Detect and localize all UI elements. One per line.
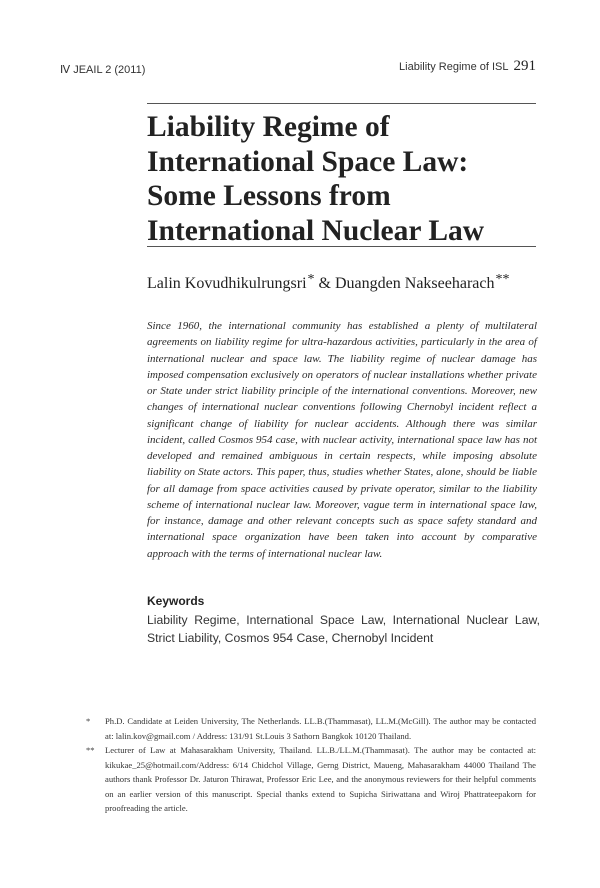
author-2-name: Duangden Nakseeharach	[335, 275, 495, 292]
footnote-mark: *	[86, 716, 91, 726]
running-header	[399, 58, 536, 75]
author-conjunction: &	[318, 275, 331, 292]
page-number: 291	[513, 58, 536, 74]
footnote-text: Lecturer of Law at Mahasarakham University, Thailand. LL.B./LL.M.(Thammasat). The author may be contacted at: kikukae_25@hotmail.com/Address: 6/14 Chidchol Village, Gerng District, Maueng, Mahasarakham 44000 Thailand The authors thank Professor Dr. Jaturon Thirawat, Professor Eric Lee, and the anonymous reviewers for their helpful comments on an earlier version of this manuscript. Special thanks extend to Supicha Siriwattana and Wiroj Phattrateepakorn for proofreading the article.	[105, 745, 536, 813]
author-1-name: Lalin Kovudhikulrungsri	[147, 275, 307, 292]
article-title: Liability Regime of International Space Law: Some Lessons from International Nuclear Law	[147, 111, 485, 247]
author-line	[147, 272, 539, 293]
footnote-mark: **	[86, 745, 95, 755]
keywords-heading: Keywords	[147, 594, 205, 608]
title-bottom-rule	[147, 246, 536, 247]
abstract: Since 1960, the international community has established a plenty of multilateral agreements on liability regime for ultra-hazardous activities, particularly in the area of international nuclear and space law. The liability regime of nuclear damage has imposed compensation exclusively on operators of nuclear installations whether private or State under strict liability principle of the international conventions. Moreover, new changes of international nuclear conventions following Chernobyl incident reflect a significant change of liability for nuclear accidents. Although there was similar incident, called Cosmos 954 case, with nuclear activity, international space law has not developed and remained ambiguous in certain respects, while imposing absolute liability on State actors. This paper, thus, studies whether States, alone, should be liable for all damage from space activities caused by private operator, similar to the liability scheme of international nuclear law. Moreover, vague term in international space law, for instance, damage and other relevant concepts such as space safety standard and international space organization have been taken into account by comparative approach with the terms of international nuclear law.	[147, 320, 537, 560]
title-top-rule	[147, 103, 536, 104]
footnote-author-2	[86, 743, 536, 816]
author-2-footnote-mark: **	[495, 272, 510, 287]
keywords-list: Liability Regime, International Space Law, International Nuclear Law, Strict Liability, Cosmos 954 Case, Chernobyl Incident	[147, 613, 540, 645]
author-1-footnote-mark: *	[307, 272, 315, 287]
footnote-author-1	[86, 714, 536, 743]
footnote-text: Ph.D. Candidate at Leiden University, The Netherlands. LL.B.(Thammasat), LL.M.(McGill). The author may be contacted at: lalin.kov@gmail.com / Address: 131/91 St.Louis 3 Sathorn Bangkok 10120 Thailand.	[105, 716, 536, 741]
running-title: Liability Regime of ISL	[399, 61, 509, 73]
journal-citation: Ⅳ JEAIL 2 (2011)	[60, 64, 146, 76]
